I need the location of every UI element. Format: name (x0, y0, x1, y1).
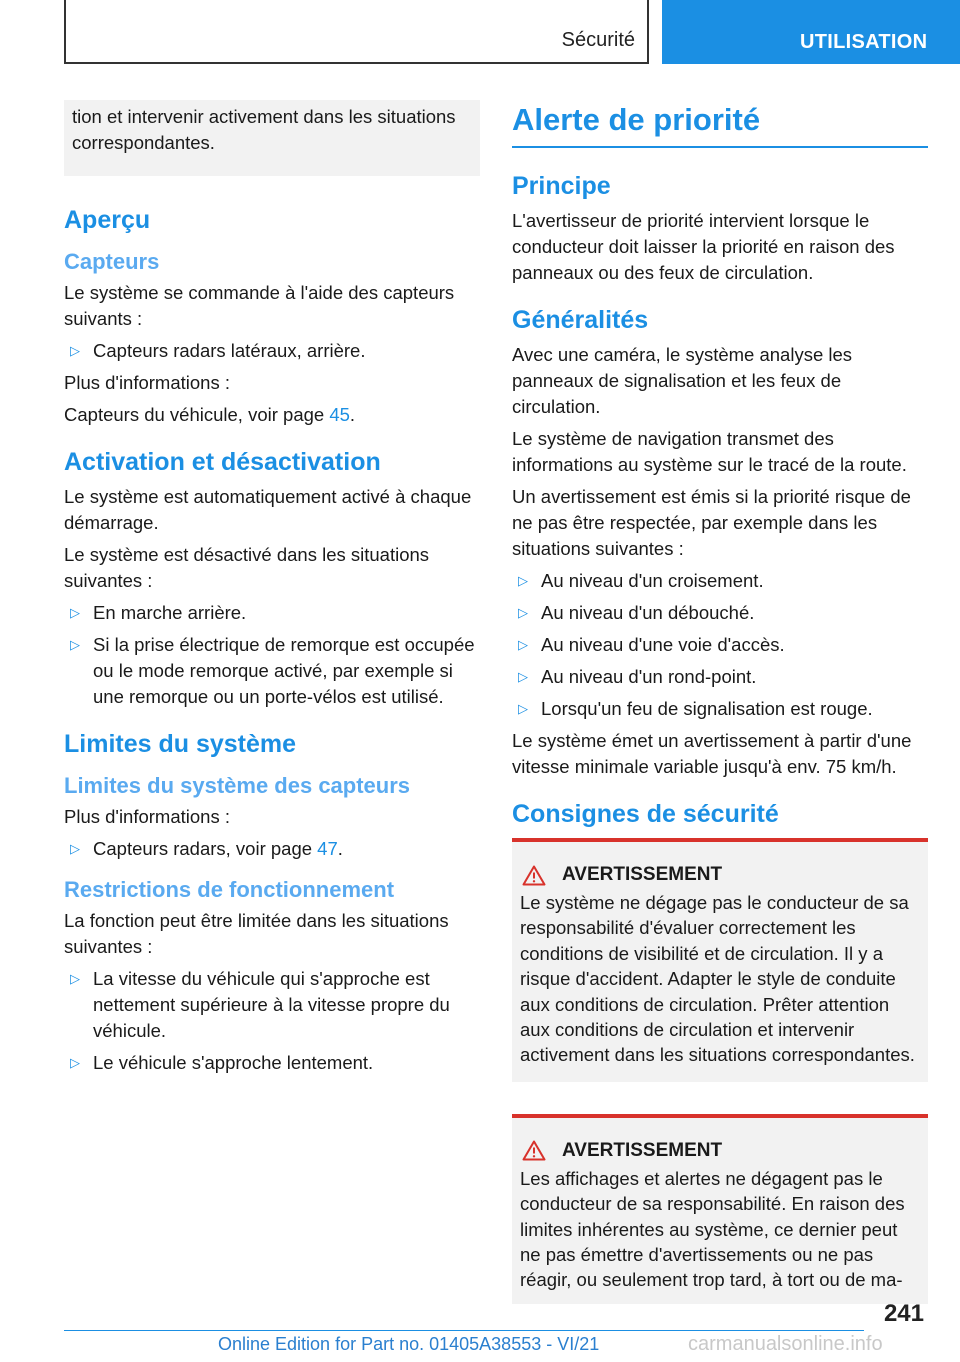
triangle-bullet-icon: ▷ (70, 637, 80, 652)
warning-box (512, 838, 928, 1082)
triangle-bullet-icon: ▷ (518, 605, 528, 620)
limites-list (64, 836, 480, 862)
restrictions-list (64, 966, 480, 1076)
page-link-47[interactable]: 47 (317, 838, 338, 859)
list-item: ▷ Au niveau d'un rond-point. (512, 664, 928, 690)
list-item: ▷ Si la prise électrique de remorque est occupée ou le mode remorque activé, par exemple si une remorque ou un porte-vélos est utilisé. (70, 634, 475, 707)
warning-title (520, 1140, 920, 1162)
footer-edition: Online Edition for Part no. 01405A38553 - VI/21 (218, 1334, 600, 1354)
triangle-bullet-icon: ▷ (518, 669, 528, 684)
list-item: ▷ Au niveau d'un débouché. (512, 600, 928, 626)
warning-triangle-icon (522, 865, 546, 886)
warning-label: AVERTISSEMENT (562, 864, 723, 885)
restrictions-text: La fonction peut être limitée dans les situations suivantes : (64, 910, 449, 957)
header-chapter-title: UTILISATION (800, 31, 928, 53)
activation-list (64, 600, 480, 710)
list-item: ▷ Lorsqu'un feu de signalisation est rouge. (512, 696, 928, 722)
heading-principe: Principe (512, 172, 611, 200)
capteurs-text: Le système se commande à l'aide des capteurs suivants : (64, 282, 455, 329)
list-item: ▷ Au niveau d'un croisement. (512, 568, 928, 594)
heading-consignes: Consignes de sécurité (512, 800, 779, 828)
page-link-45[interactable]: 45 (329, 404, 350, 425)
triangle-bullet-icon: ▷ (70, 343, 80, 358)
continuation-box (64, 100, 480, 176)
header-section-box (64, 0, 649, 64)
list-item: ▷ En marche arrière. (64, 600, 480, 626)
activation-text-2: Le système est désactivé dans les situations suivantes : (64, 544, 430, 591)
capteurs-reference: Capteurs du véhicule, voir page 45. (64, 404, 356, 425)
warning-triangle-icon (522, 1140, 546, 1161)
header-section-title: Sécurité (561, 29, 635, 51)
warning-text: Le système ne dégage pas le conducteur de sa responsabilité d'évaluer correctement les conditions de visibilité et de circulation. Il y a risque d'accident. Adapter le style de conduite aux conditions de circulation. Prêter attention aux conditions de circulation et intervenir activement dans les situations correspondantes. (520, 892, 915, 1066)
header-chapter-tab (662, 0, 960, 64)
list-item: ▷ Le véhicule s'approche lentement. (64, 1050, 480, 1076)
heading-limites-capteurs: Limites du système des capteurs (64, 773, 411, 798)
activation-text-1: Le système est automatiquement activé à chaque démarrage. (64, 486, 472, 533)
list-item: ▷ Au niveau d'une voie d'accès. (512, 632, 928, 658)
left-column (64, 100, 480, 1082)
heading-generalites: Généralités (512, 306, 649, 334)
more-info-label: Plus d'informations : (64, 806, 230, 827)
generalites-list (512, 568, 928, 722)
warning-title (520, 864, 920, 886)
triangle-bullet-icon: ▷ (70, 605, 80, 620)
triangle-bullet-icon: ▷ (518, 637, 528, 652)
list-item: ▷ Capteurs radars, voir page 47. (64, 836, 480, 862)
warning-label: AVERTISSEMENT (562, 1139, 723, 1161)
generalites-text-2: Le système de navigation transmet des informations au système sur le tracé de la route. (512, 428, 907, 475)
warning-box (512, 1114, 928, 1304)
heading-capteurs: Capteurs (64, 249, 160, 274)
heading-apercu: Aperçu (64, 206, 151, 234)
triangle-bullet-icon: ▷ (70, 971, 80, 986)
triangle-bullet-icon: ▷ (518, 701, 528, 716)
generalites-text-4: Le système émet un avertissement à partir d'une vitesse minimale variable jusqu'à env. 75 km/h. (512, 730, 912, 777)
more-info-label: Plus d'informations : (64, 372, 230, 393)
list-item: ▷ Capteurs radars latéraux, arrière. (64, 338, 480, 364)
generalites-text-1: Avec une caméra, le système analyse les panneaux de signalisation et les feux de circulation. (512, 344, 853, 417)
page-title: Alerte de priorité (512, 100, 928, 148)
generalites-text-3: Un avertissement est émis si la priorité risque de ne pas être respectée, par exemple dans les situations suivantes : (512, 486, 911, 559)
warning-text: Les affichages et alertes ne dégagent pas le conducteur de sa responsabilité. En raison des limites inhérentes au système, ce dernier peut ne pas émettre d'avertissements ou ne pas réagir, ou seulement trop tard, à tort ou de ma- (520, 1167, 905, 1291)
right-column (512, 100, 928, 1304)
footer-divider (64, 1330, 864, 1331)
triangle-bullet-icon: ▷ (70, 1055, 80, 1070)
triangle-bullet-icon: ▷ (70, 841, 80, 856)
heading-limites: Limites du système (64, 730, 297, 758)
principe-text: L'avertisseur de priorité intervient lorsque le conducteur doit laisser la priorité en raison des panneaux ou des feux de circulation. (512, 210, 895, 283)
watermark: carmanualsonline.info (688, 1333, 883, 1355)
heading-activation: Activation et désactivation (64, 448, 381, 476)
capteurs-list (64, 338, 480, 364)
heading-restrictions: Restrictions de fonctionnement (64, 877, 395, 902)
continuation-text: tion et intervenir activement dans les situations correspondantes. (72, 106, 456, 153)
triangle-bullet-icon: ▷ (518, 573, 528, 588)
page-number: 241 (883, 1300, 924, 1327)
list-item: ▷ La vitesse du véhicule qui s'approche est nettement supérieure à la vitesse propre du véhicule. (70, 968, 450, 1041)
